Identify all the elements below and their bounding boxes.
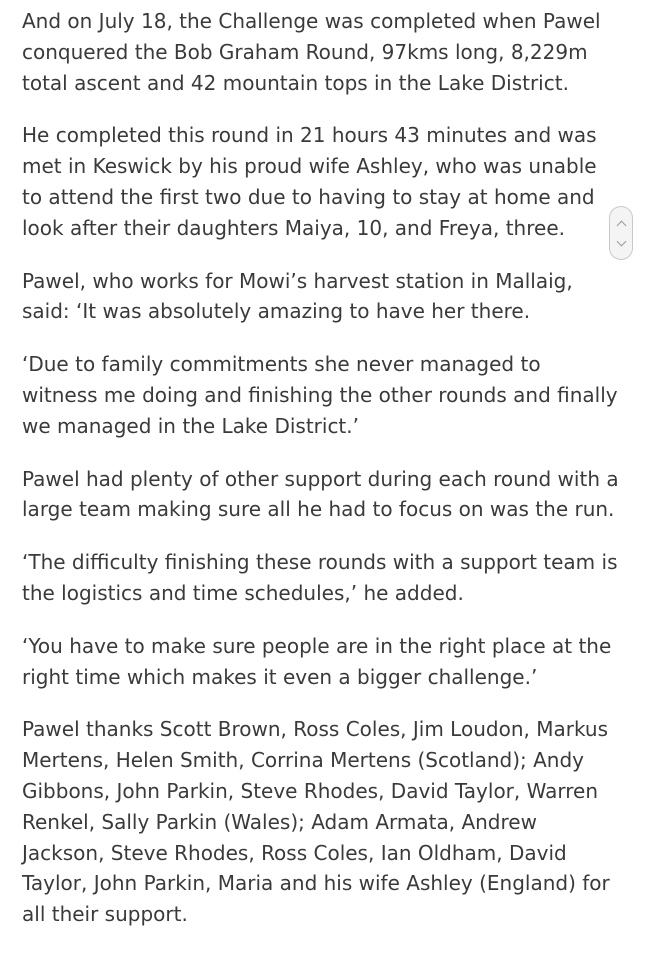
paragraph-pawel-quote: Pawel, who works for Mowi’s harvest station in Mallaig, said: ‘It was absolutely amazing to have her there. (22, 268, 573, 324)
chevron-up-icon[interactable] (616, 220, 626, 230)
paragraph-right-place-quote: ‘You have to make sure people are in the right place at the right time which makes it even a bigger challenge.’ (22, 633, 612, 689)
paragraph-thanks: Pawel thanks Scott Brown, Ross Coles, Jim Loudon, Markus Mertens, Helen Smith, Corrina Mertens (Scotland); Andy Gibbons, John Parkin, Steve Rhodes, David Taylor, Warren Renkel, Sally Parkin (Wales); Adam Armata, Andrew Jackson, Steve Rhodes, Ross Coles, Ian Oldham, David Taylor, John Parkin, Maria and his wife Ashley (England) for all their support. (22, 717, 610, 927)
paragraph-logistics-quote: ‘The difficulty finishing these rounds with a support team is the logistics and time schedules,’ he added. (22, 550, 618, 605)
paragraph-completion-time: He completed this round in 21 hours 43 minutes and was met in Keswick by his proud wife Ashley, who was unable to attend the first two due to having to stay at home and look after their daughters Maiya, 10, and Freya, three. (22, 123, 597, 240)
article-body (22, 6, 620, 952)
chevron-down-icon[interactable] (616, 236, 626, 246)
paragraph-support-team: Pawel had plenty of other support during each round with a large team making sure all he had to focus on was the run. (22, 466, 619, 522)
paragraph-family-commitments: ‘Due to family commitments she never managed to witness me doing and finishing the other rounds and finally we managed in the Lake District.’ (22, 352, 618, 438)
paragraph-challenge-completed: And on July 18, the Challenge was completed when Pawel conquered the Bob Graham Round, 97kms long, 8,229m total ascent and 42 mountain tops in the Lake District. (22, 9, 601, 95)
page-scroll-control[interactable] (609, 206, 633, 260)
